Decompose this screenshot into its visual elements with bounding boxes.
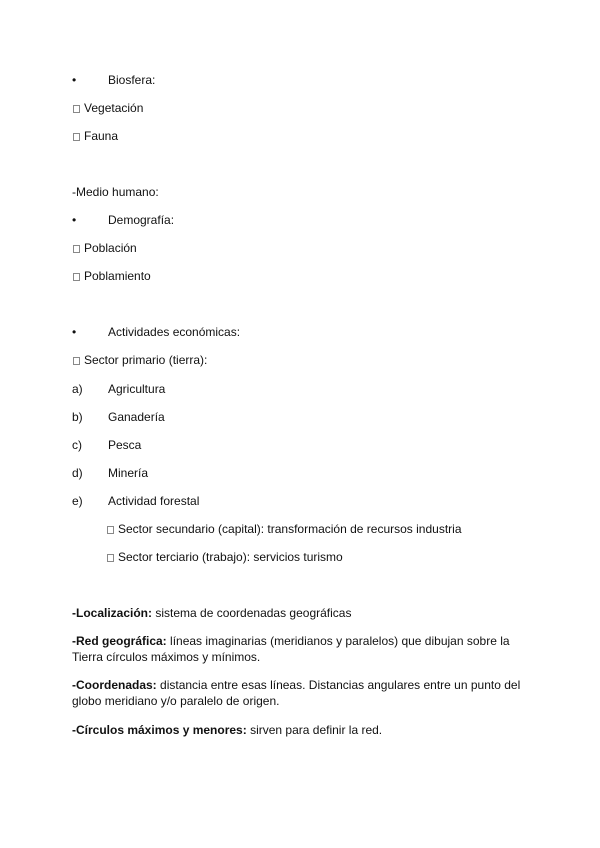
sector-primario — [73, 353, 207, 368]
item-label: Sector secundario (capital): transformación de recursos industria — [118, 522, 462, 536]
checkbox-icon — [73, 245, 80, 253]
definition-localizacion — [72, 605, 542, 621]
demografia-bullet: • — [72, 213, 77, 227]
item-label: Vegetación — [84, 101, 144, 115]
actividades-heading: Actividades económicas: — [108, 325, 241, 339]
item-label: Sector primario (tierra): — [84, 353, 208, 367]
definition-term: -Coordenadas: — [72, 678, 157, 692]
biosfera-heading: Biosfera: — [108, 73, 156, 87]
checkbox-icon — [107, 526, 114, 534]
list-letter: e) — [72, 494, 83, 508]
actividades-bullet: • — [72, 325, 77, 339]
list-item: Agricultura — [108, 382, 166, 396]
checkbox-icon — [73, 273, 80, 281]
list-item: Ganadería — [108, 410, 165, 424]
checkbox-icon — [73, 357, 80, 365]
checkbox-icon — [107, 554, 114, 562]
sector-terciario — [107, 550, 343, 565]
list-item: Pesca — [108, 438, 142, 452]
demografia-heading: Demografía: — [108, 213, 175, 227]
definition-term: -Localización: — [72, 606, 153, 620]
list-item — [73, 101, 143, 116]
item-label: Fauna — [84, 129, 119, 143]
list-item: Actividad forestal — [108, 494, 200, 508]
definition-red-geografica — [72, 633, 542, 665]
definition-term: -Círculos máximos y menores: — [72, 723, 247, 737]
list-letter: b) — [72, 410, 83, 424]
definition-circulos — [72, 722, 542, 738]
list-item — [73, 129, 118, 144]
sector-secundario — [107, 522, 462, 537]
list-item — [73, 269, 151, 284]
list-letter: c) — [72, 438, 82, 452]
biosfera-bullet: • — [72, 73, 77, 87]
list-letter: d) — [72, 466, 83, 480]
definition-coordenadas — [72, 677, 542, 709]
list-letter: a) — [72, 382, 83, 396]
definition-text: distancia entre esas líneas. Distancias angulares entre un punto del globo meridiano y/o paralelo de origen. — [72, 678, 521, 708]
checkbox-icon — [73, 105, 80, 113]
item-label: Sector terciario (trabajo): servicios turismo — [118, 550, 343, 564]
definition-term: -Red geográfica: — [72, 634, 167, 648]
checkbox-icon — [73, 133, 80, 141]
definition-text: sirven para definir la red. — [246, 723, 383, 737]
item-label: Poblamiento — [84, 269, 151, 283]
list-item: Minería — [108, 466, 149, 480]
medio-humano-heading: -Medio humano: — [72, 185, 159, 199]
list-item — [73, 241, 137, 256]
definition-text: sistema de coordenadas geográficas — [152, 606, 352, 620]
item-label: Población — [84, 241, 137, 255]
definition-text: líneas imaginarias (meridianos y paralelos) que dibujan sobre la Tierra círculos máximos y mínimos. — [72, 634, 510, 664]
